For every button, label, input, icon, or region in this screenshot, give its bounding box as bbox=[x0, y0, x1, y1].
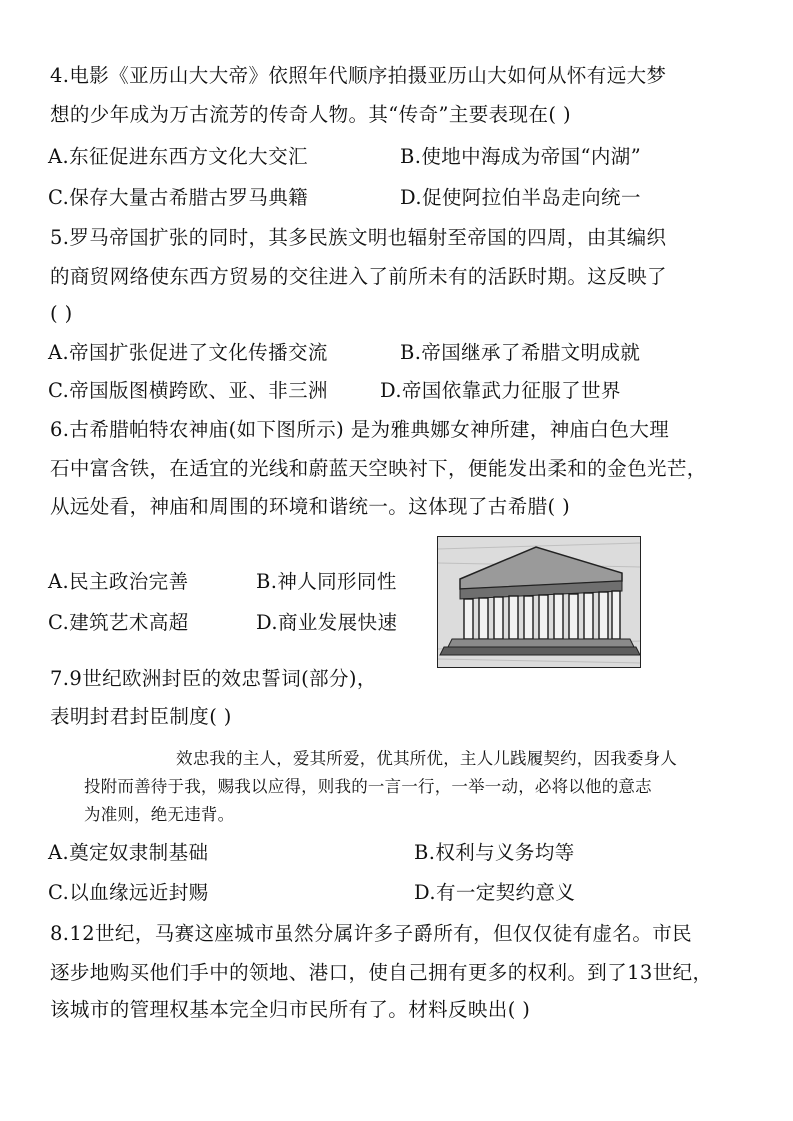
q7-option-c: C.以血缘远近封赐 bbox=[48, 881, 209, 904]
q5-stem-line-2: 的商贸网络使东西方贸易的交往进入了前所未有的活跃时期。这反映了 bbox=[50, 265, 667, 288]
q7-stem-line-1: 7.9世纪欧洲封臣的效忠誓词(部分)， bbox=[50, 667, 377, 690]
q8-stem-line-2: 逐步地购买他们手中的领地、港口，使自己拥有更多的权利。到了13世纪， bbox=[50, 961, 713, 984]
q6-stem-line-3: 从远处看，神庙和周围的环境和谐统一。这体现了古希腊( ) bbox=[50, 495, 571, 518]
q5-stem-line-3: ( ) bbox=[50, 302, 73, 325]
q7-option-d: D.有一定契约意义 bbox=[414, 881, 576, 904]
q6-option-d: D.商业发展快速 bbox=[256, 611, 398, 634]
q8-stem-line-1: 8.12世纪，马赛这座城市虽然分属许多子爵所有，但仅仅徒有虚名。市民 bbox=[50, 922, 693, 945]
q6-option-c: C.建筑艺术高超 bbox=[48, 611, 189, 634]
q4-stem-line-1: 4.电影《亚历山大大帝》依照年代顺序拍摄亚历山大如何从怀有远大梦 bbox=[50, 64, 667, 87]
parthenon-drawing bbox=[438, 537, 640, 667]
q7-option-b: B.权利与义务均等 bbox=[414, 841, 575, 864]
q4-option-c: C.保存大量古希腊古罗马典籍 bbox=[48, 186, 309, 209]
q6-stem-line-2: 石中富含铁，在适宜的光线和蔚蓝天空映衬下，便能发出柔和的金色光芒， bbox=[50, 457, 707, 480]
q5-stem-line-1: 5.罗马帝国扩张的同时，其多民族文明也辐射至帝国的四周，由其编织 bbox=[50, 226, 667, 249]
q6-option-a: A.民主政治完善 bbox=[48, 570, 189, 593]
q4-option-a: A.东征促进东西方文化大交汇 bbox=[48, 145, 308, 168]
q7-quote-line-3: 为准则，绝无违背。 bbox=[84, 805, 235, 824]
q8-stem-line-3: 该城市的管理权基本完全归市民所有了。材料反映出( ) bbox=[50, 998, 531, 1021]
q5-option-a: A.帝国扩张促进了文化传播交流 bbox=[48, 341, 328, 364]
q7-option-a: A.奠定奴隶制基础 bbox=[48, 841, 209, 864]
parthenon-image bbox=[437, 536, 641, 668]
q4-option-d: D.促使阿拉伯半岛走向统一 bbox=[400, 186, 641, 209]
q7-quote-line-1: 效忠我的主人，爱其所爱，优其所优，主人儿践履契约，因我委身人 bbox=[176, 749, 677, 768]
q6-option-b: B.神人同形同性 bbox=[256, 570, 397, 593]
q5-option-c: C.帝国版图横跨欧、亚、非三洲 bbox=[48, 379, 328, 402]
q5-option-d: D.帝国依靠武力征服了世界 bbox=[380, 379, 621, 402]
q6-stem-line-1: 6.古希腊帕特农神庙(如下图所示) 是为雅典娜女神所建，神庙白色大理 bbox=[50, 418, 670, 441]
q7-quote-line-2: 投附而善待于我，赐我以应得，则我的一言一行，一举一动，必将以他的意志 bbox=[84, 777, 652, 796]
q4-stem-line-2: 想的少年成为万古流芳的传奇人物。其“传奇”主要表现在( ) bbox=[50, 103, 571, 126]
q7-stem-line-2: 表明封君封臣制度( ) bbox=[50, 705, 232, 728]
q4-option-b: B.使地中海成为帝国“内湖” bbox=[400, 145, 642, 168]
q5-option-b: B.帝国继承了希腊文明成就 bbox=[400, 341, 641, 364]
